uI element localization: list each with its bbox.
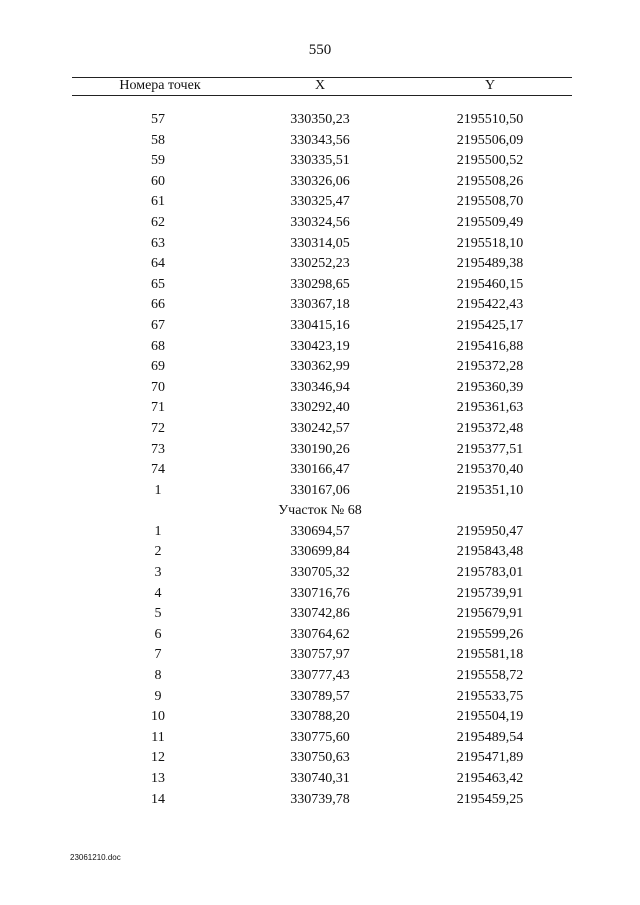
y-coordinate-cell: 2195471,89 (456, 750, 524, 766)
y-coordinate-cell: 2195533,75 (456, 688, 524, 704)
point-number-cell: 69 (151, 359, 165, 375)
x-coordinate-cell: 330362,99 (290, 359, 350, 375)
point-number-cell: 57 (151, 112, 165, 127)
table-row (0, 483, 640, 504)
y-coordinate-cell: 2195599,26 (456, 626, 524, 642)
table-row (0, 668, 640, 689)
point-number-cell: 11 (151, 729, 165, 745)
x-coordinate-cell: 330423,19 (290, 338, 350, 354)
table-row (0, 524, 640, 545)
x-coordinate-cell: 330750,63 (290, 750, 350, 766)
x-coordinate-cell: 330343,56 (290, 132, 350, 148)
table-row (0, 318, 640, 339)
y-coordinate-cell: 2195416,88 (456, 338, 524, 354)
point-number-cell: 13 (151, 771, 165, 786)
y-coordinate-cell: 2195581,18 (456, 647, 524, 663)
table-row (0, 771, 640, 792)
table-row (0, 750, 640, 771)
point-number-cell: 74 (151, 462, 165, 478)
x-coordinate-cell: 330167,06 (290, 482, 350, 498)
table-row (0, 792, 640, 813)
page-number: 550 (308, 42, 332, 58)
table-row (0, 647, 640, 668)
x-coordinate-cell: 330324,56 (290, 214, 350, 230)
x-coordinate-cell: 330694,57 (290, 523, 350, 539)
point-number-cell: 2 (154, 544, 162, 560)
point-number-cell: 61 (151, 194, 165, 210)
x-coordinate-cell: 330699,84 (290, 544, 350, 560)
y-coordinate-cell: 2195510,50 (456, 112, 524, 127)
point-number-cell: 1 (154, 482, 162, 498)
x-coordinate-cell: 330335,51 (290, 153, 350, 169)
point-number-cell: 5 (154, 606, 162, 622)
point-number-cell: 66 (151, 297, 165, 313)
y-coordinate-cell: 2195739,91 (456, 585, 524, 601)
table-row (0, 627, 640, 648)
point-number-cell: 73 (151, 441, 165, 457)
point-number-cell: 1 (154, 523, 162, 539)
table-row (0, 215, 640, 236)
x-coordinate-cell: 330367,18 (290, 297, 350, 313)
x-coordinate-cell: 330705,32 (290, 565, 350, 581)
table-row (0, 442, 640, 463)
x-coordinate-cell: 330775,60 (290, 729, 350, 745)
table-row (0, 730, 640, 751)
y-coordinate-cell: 2195351,10 (456, 482, 524, 498)
point-number-cell: 70 (151, 379, 165, 395)
x-coordinate-cell: 330789,57 (290, 688, 350, 704)
table-row (0, 400, 640, 421)
table-row (0, 709, 640, 730)
x-coordinate-cell: 330325,47 (290, 194, 350, 210)
point-number-cell: 67 (151, 317, 165, 333)
x-coordinate-cell: 330742,86 (290, 606, 350, 622)
point-number-cell: 65 (151, 276, 165, 292)
y-coordinate-cell: 2195463,42 (456, 771, 524, 786)
table-row (0, 277, 640, 298)
x-coordinate-cell: 330252,23 (290, 256, 350, 272)
table-row (0, 153, 640, 174)
y-coordinate-cell: 2195518,10 (456, 235, 524, 251)
point-number-cell: 9 (154, 688, 162, 704)
table-header (0, 78, 640, 95)
point-number-cell: 63 (151, 235, 165, 251)
y-coordinate-cell: 2195460,15 (456, 276, 524, 292)
y-coordinate-cell: 2195506,09 (456, 132, 524, 148)
y-coordinate-cell: 2195558,72 (456, 668, 524, 684)
table-row (0, 380, 640, 401)
table-row (0, 462, 640, 483)
point-number-cell: 58 (151, 132, 165, 148)
x-coordinate-cell: 330764,62 (290, 626, 350, 642)
table-row (0, 586, 640, 607)
table-row (0, 565, 640, 586)
table-row (0, 133, 640, 154)
x-coordinate-cell: 330415,16 (290, 317, 350, 333)
point-number-cell: 10 (151, 709, 165, 725)
y-coordinate-cell: 2195372,48 (456, 420, 524, 436)
x-coordinate-cell: 330777,43 (290, 668, 350, 684)
section-title: Участок № 68 (278, 503, 362, 519)
table-row (0, 256, 640, 277)
point-number-cell: 62 (151, 214, 165, 230)
y-coordinate-cell: 2195377,51 (456, 441, 524, 457)
point-number-cell: 7 (154, 647, 162, 663)
table-row (0, 236, 640, 257)
y-coordinate-cell: 2195509,49 (456, 214, 524, 230)
point-number-cell: 72 (151, 420, 165, 436)
header-point-numbers: Номера точек (119, 78, 201, 93)
table-row (0, 606, 640, 627)
section-heading (0, 503, 640, 524)
table-row (0, 112, 640, 133)
table-row (0, 174, 640, 195)
y-coordinate-cell: 2195370,40 (456, 462, 524, 478)
x-coordinate-cell: 330740,31 (290, 771, 350, 786)
point-number-cell: 14 (151, 791, 165, 807)
x-coordinate-cell: 330292,40 (290, 400, 350, 416)
x-coordinate-cell: 330314,05 (290, 235, 350, 251)
x-coordinate-cell: 330757,97 (290, 647, 350, 663)
table-row (0, 194, 640, 215)
x-coordinate-cell: 330242,57 (290, 420, 350, 436)
y-coordinate-cell: 2195459,25 (456, 791, 524, 807)
y-coordinate-cell: 2195425,17 (456, 317, 524, 333)
y-coordinate-cell: 2195372,28 (456, 359, 524, 375)
x-coordinate-cell: 330788,20 (290, 709, 350, 725)
x-coordinate-cell: 330190,26 (290, 441, 350, 457)
coordinates-table-body (0, 112, 640, 812)
y-coordinate-cell: 2195500,52 (456, 153, 524, 169)
table-row (0, 689, 640, 710)
point-number-cell: 8 (154, 668, 162, 684)
y-coordinate-cell: 2195508,70 (456, 194, 524, 210)
y-coordinate-cell: 2195950,47 (456, 523, 524, 539)
point-number-cell: 71 (151, 400, 165, 416)
y-coordinate-cell: 2195361,63 (456, 400, 524, 416)
y-coordinate-cell: 2195783,01 (456, 565, 524, 581)
point-number-cell: 60 (151, 173, 165, 189)
point-number-cell: 12 (151, 750, 165, 766)
x-coordinate-cell: 330739,78 (290, 791, 350, 807)
file-name-footer: 23061210.doc (70, 853, 121, 862)
x-coordinate-cell: 330166,47 (290, 462, 350, 478)
point-number-cell: 3 (154, 565, 162, 581)
y-coordinate-cell: 2195504,19 (456, 709, 524, 725)
point-number-cell: 64 (151, 256, 165, 272)
y-coordinate-cell: 2195843,48 (456, 544, 524, 560)
y-coordinate-cell: 2195489,38 (456, 256, 524, 272)
point-number-cell: 4 (154, 585, 162, 601)
y-coordinate-cell: 2195422,43 (456, 297, 524, 313)
point-number-cell: 6 (154, 626, 162, 642)
x-coordinate-cell: 330716,76 (290, 585, 350, 601)
point-number-cell: 59 (151, 153, 165, 169)
table-row (0, 339, 640, 360)
x-coordinate-cell: 330298,65 (290, 276, 350, 292)
table-row (0, 421, 640, 442)
table-header-rule (72, 95, 572, 96)
y-coordinate-cell: 2195679,91 (456, 606, 524, 622)
x-coordinate-cell: 330326,06 (290, 173, 350, 189)
x-coordinate-cell: 330350,23 (290, 112, 350, 127)
table-row (0, 359, 640, 380)
header-x: X (314, 78, 326, 93)
table-row (0, 297, 640, 318)
point-number-cell: 68 (151, 338, 165, 354)
y-coordinate-cell: 2195489,54 (456, 729, 524, 745)
header-y: Y (484, 78, 496, 93)
y-coordinate-cell: 2195360,39 (456, 379, 524, 395)
x-coordinate-cell: 330346,94 (290, 379, 350, 395)
y-coordinate-cell: 2195508,26 (456, 173, 524, 189)
table-row (0, 544, 640, 565)
